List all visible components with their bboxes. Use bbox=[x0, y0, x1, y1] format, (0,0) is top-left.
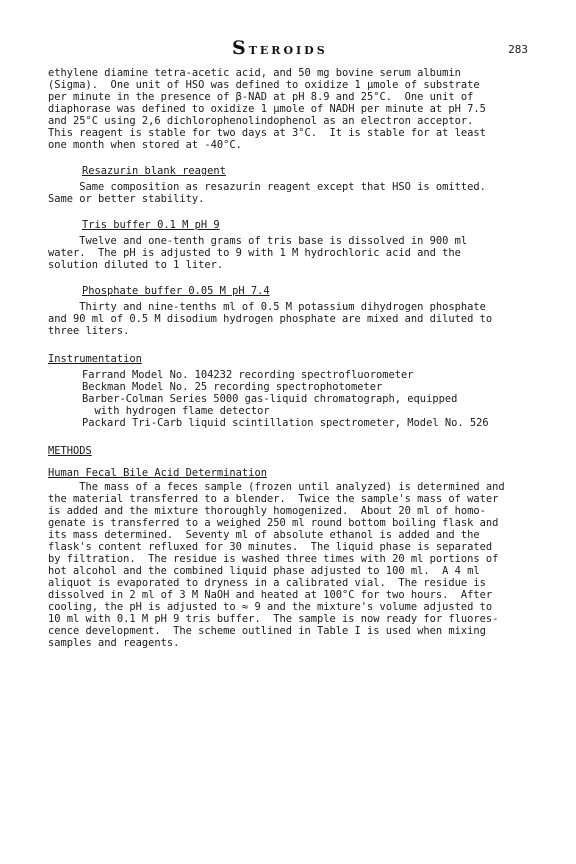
tris-buffer-heading: Tris buffer 0.1 M pH 9 bbox=[82, 219, 220, 231]
tris-buffer-text: Twelve and one-tenth grams of tris base is dissolved in 900 ml water. The pH is adjusted to 9 with 1 M hydrochloric acid and the solution diluted to 1 liter. bbox=[48, 235, 468, 271]
journal-title bbox=[232, 37, 328, 59]
phosphate-buffer-heading: Phosphate buffer 0.05 M pH 7.4 bbox=[82, 285, 270, 297]
journal-title-initial: S bbox=[232, 37, 249, 59]
fecal-bile-acid-heading: Human Fecal Bile Acid Determination bbox=[48, 467, 267, 479]
page-body bbox=[48, 67, 538, 649]
journal-title-rest: TEROIDS bbox=[248, 44, 328, 57]
resazurin-blank-heading: Resazurin blank reagent bbox=[82, 165, 226, 177]
methods-heading: METHODS bbox=[48, 445, 92, 457]
resazurin-blank-text: Same composition as resazurin reagent except that HSO is omitted. Same or better stability. bbox=[48, 181, 486, 205]
method-paragraph: The mass of a feces sample (frozen until analyzed) is determined and the material transferred to a blender. Twice the sample's mass of water is added and the mixture thoroughly homogenized. About 20 ml of homo- genate is transferred to a weighed 250 ml round bottom boiling flask and its mass determined. Seventy ml of absolute ethanol is added and the flask's content refluxed for 30 minutes. The liquid phase is separated by filtration. The residue is washed three times with 20 ml portions of hot alcohol and the combined liquid phase adjusted to 100 ml. A 4 ml aliquot is evaporated to dryness in a calibrated vial. The residue is dissolved in 2 ml of 3 M NaOH and heated at 100°C for two hours. After cooling, the pH is adjusted to ≈ 9 and the mixture's volume adjusted to 10 ml with 0.1 M pH 9 tris buffer. The sample is now ready for fluores- cence development. The scheme outlined in Table I is used when mixing samples and reagents. bbox=[48, 481, 505, 649]
reagent-description-paragraph: ethylene diamine tetra-acetic acid, and 50 mg bovine serum albumin (Sigma). One unit of HSO was defined to oxidize 1 μmole of substrate per minute in the presence of β-NAD at pH 8.9 and 25°C. One unit of diaphorase was defined to oxidize 1 μmole of NADH per minute at pH 7.5 and 25°C using 2,6 dichlorophenolindophenol as an electron acceptor. This reagent is stable for two days at 3°C. It is stable for at least one month when stored at -40°C. bbox=[48, 67, 486, 151]
instrumentation-heading: Instrumentation bbox=[48, 353, 142, 365]
page-number: 283 bbox=[508, 43, 528, 56]
page-header bbox=[0, 37, 576, 59]
instrument-list: Farrand Model No. 104232 recording spectrofluorometer Beckman Model No. 25 recording spectrophotometer Barber-Colman Series 5000 gas-liquid chromatograph, equipped with hydrogen flame detector Packard Tri-Carb liquid scintillation spectrometer, Model No. 526 bbox=[82, 369, 489, 429]
phosphate-buffer-text: Thirty and nine-tenths ml of 0.5 M potassium dihydrogen phosphate and 90 ml of 0.5 M disodium hydrogen phosphate are mixed and diluted to three liters. bbox=[48, 301, 493, 337]
